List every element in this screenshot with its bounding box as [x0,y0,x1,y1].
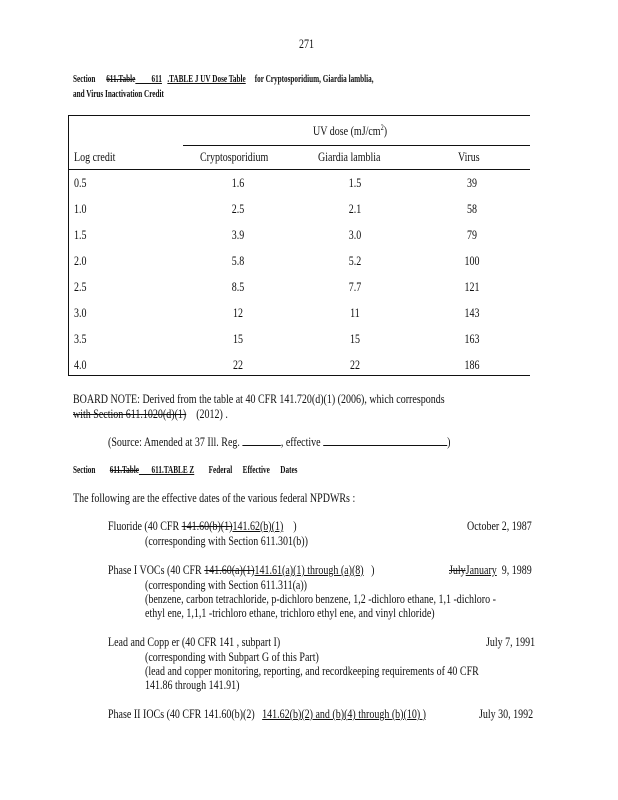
table-cell-r5-c2: 8.5 [231,280,245,294]
table-cell-r1-c2: 1.6 [231,176,245,190]
table-cell-r3-c1: 1.5 [74,228,87,242]
board-note-year: (2012) . [196,407,228,421]
new-section-ref: 611 [151,74,162,85]
phase1-corresponding: (corresponding with Section 611.311(a)) [145,578,307,592]
table-cell-r6-c1: 3.0 [74,306,87,320]
table-left-rule [68,115,69,376]
table-cell-r4-c2: 5.8 [231,254,245,268]
fluoride-old-ref: 141.60(b)(1) [181,519,233,533]
table-cell-r8-c1: 4.0 [74,358,87,372]
table-cell-r4-c1: 2.0 [74,254,87,268]
table-cell-r7-c4: 163 [464,332,480,346]
section-j-heading-line1 [73,74,374,85]
phase1-chemicals-line1: (benzene, carbon tetrachloride, p-dichloro benzene, 1,2 -dichloro ethane, 1,1 -dichloro - [145,592,496,606]
table-cell-r2-c2: 2.5 [231,202,245,216]
group-header-rule [183,145,530,146]
table-cell-r5-c1: 2.5 [74,280,87,294]
table-cell-r2-c3: 2.1 [348,202,362,216]
fluoride-date: October 2, 1987 [467,519,532,533]
table-cell-r4-c3: 5.2 [348,254,362,268]
table-cell-r4-c4: 100 [464,254,480,268]
table-cell-r3-c2: 3.9 [231,228,245,242]
table-cell-r5-c4: 121 [464,280,480,294]
table-cell-r1-c3: 1.5 [348,176,362,190]
table-j-title-rest: for Cryptosporidium, Giardia lamblia, [254,74,374,85]
table-cell-r7-c1: 3.5 [74,332,87,346]
column-header-giardia: Giardia lamblia [318,150,381,164]
lead-copper-desc-line1: (lead and copper monitoring, reporting, and recordkeeping requirements of 40 CFR [145,664,479,678]
section-label: Section [73,74,96,85]
header-bottom-rule [68,169,530,170]
page-number: 271 [299,37,314,51]
table-cell-r6-c3: 11 [350,306,360,320]
board-note-line1: BOARD NOTE: Derived from the table at 40 CFR 141.720(d)(1) (2006), which corresponds [73,392,445,406]
phase2-entry: Phase II IOCs (40 CFR 141.60(b)(2) 141.62(b)(2) and (b)(4) through (b)(10) ) [108,707,427,721]
lead-copper-entry: Lead and Copp er (40 CFR 141 , subpart I) [108,635,281,649]
effective-date-blank [323,434,447,446]
table-cell-r5-c3: 7.7 [348,280,362,294]
board-note-struck-ref: with Section 611.1020(d)(1) [73,407,187,421]
table-cell-r2-c4: 58 [467,202,477,216]
fluoride-entry: Fluoride (40 CFR 141.60(b)(1)141.62(b)(1) ) [108,519,297,533]
phase1-old-month: July [449,563,466,577]
table-cell-r6-c2: 12 [233,306,243,320]
phase1-new-month: January [465,563,497,577]
old-table-ref-z: 611.Table [109,465,139,476]
table-cell-r1-c4: 39 [467,176,477,190]
fluoride-new-ref: 141.62(b)(1) [232,519,284,533]
table-cell-r8-c2: 22 [233,358,243,372]
phase1-chemicals-line2: ethyl ene, 1,1,1 -trichloro ethane, trichloro ethyl ene, and vinyl chloride) [145,606,435,620]
table-cell-r1-c1: 0.5 [74,176,87,190]
table-j-title: .TABLE J UV Dose Table [167,74,246,85]
phase1-entry: Phase I VOCs (40 CFR 141.60(a)(1)141.61(a)(1) through (a)(8) ) [108,563,375,577]
table-cell-r8-c4: 186 [464,358,480,372]
table-top-rule [68,115,530,116]
board-note-line2 [73,407,228,422]
old-table-ref: 611.Table [106,74,136,85]
phase1-date: JulyJanuary 9, 1989 [449,563,532,577]
table-cell-r2-c1: 1.0 [74,202,87,216]
source-effective: , effective [280,435,321,449]
reg-page-blank [242,434,280,446]
uv-dose-group-header: UV dose $(mJ/cm^2)$ [313,123,388,139]
column-header-virus: Virus [458,150,480,164]
section-z-title: Federal Effective Dates [208,465,298,476]
table-cell-r7-c2: 15 [233,332,243,346]
source-suffix: ) [447,435,451,449]
table-cell-r7-c3: 15 [350,332,360,346]
source-prefix: (Source: Amended at 37 Ill. Reg. [108,435,240,449]
table-cell-r8-c3: 22 [350,358,360,372]
lead-copper-desc-line2: 141.86 through 141.91) [145,678,240,692]
table-cell-r6-c4: 143 [464,306,480,320]
phase1-old-ref: 141.60(a)(1) [204,563,255,577]
phase2-new-ref: 141.62(b)(2) and (b)(4) through (b)(10) ) [262,707,427,721]
phase2-date: July 30, 1992 [479,707,534,721]
section-z-heading: Section 611.Table 611.TABLE Z Federal Effective Dates [73,465,298,476]
column-header-log-credit: Log credit [74,150,116,164]
fluoride-corresponding: (corresponding with Section 611.301(b)) [145,534,308,548]
table-cell-r3-c4: 79 [467,228,477,242]
new-section-ref-z: 611.TABLE Z [151,465,195,476]
lead-copper-date: July 7, 1991 [486,635,536,649]
source-note [108,434,450,450]
table-cell-r3-c3: 3.0 [348,228,362,242]
lead-copper-corresponding: (corresponding with Subpart G of this Part) [145,650,319,664]
phase1-new-ref: 141.61(a)(1) through (a)(8) [254,563,364,577]
section-j-heading-line2: and Virus Inactivation Credit [73,89,164,100]
intro-text: The following are the effective dates of the various federal NPDWRs : [73,491,356,505]
table-bottom-rule [68,375,530,376]
column-header-cryptosporidium: Cryptosporidium [200,150,269,164]
